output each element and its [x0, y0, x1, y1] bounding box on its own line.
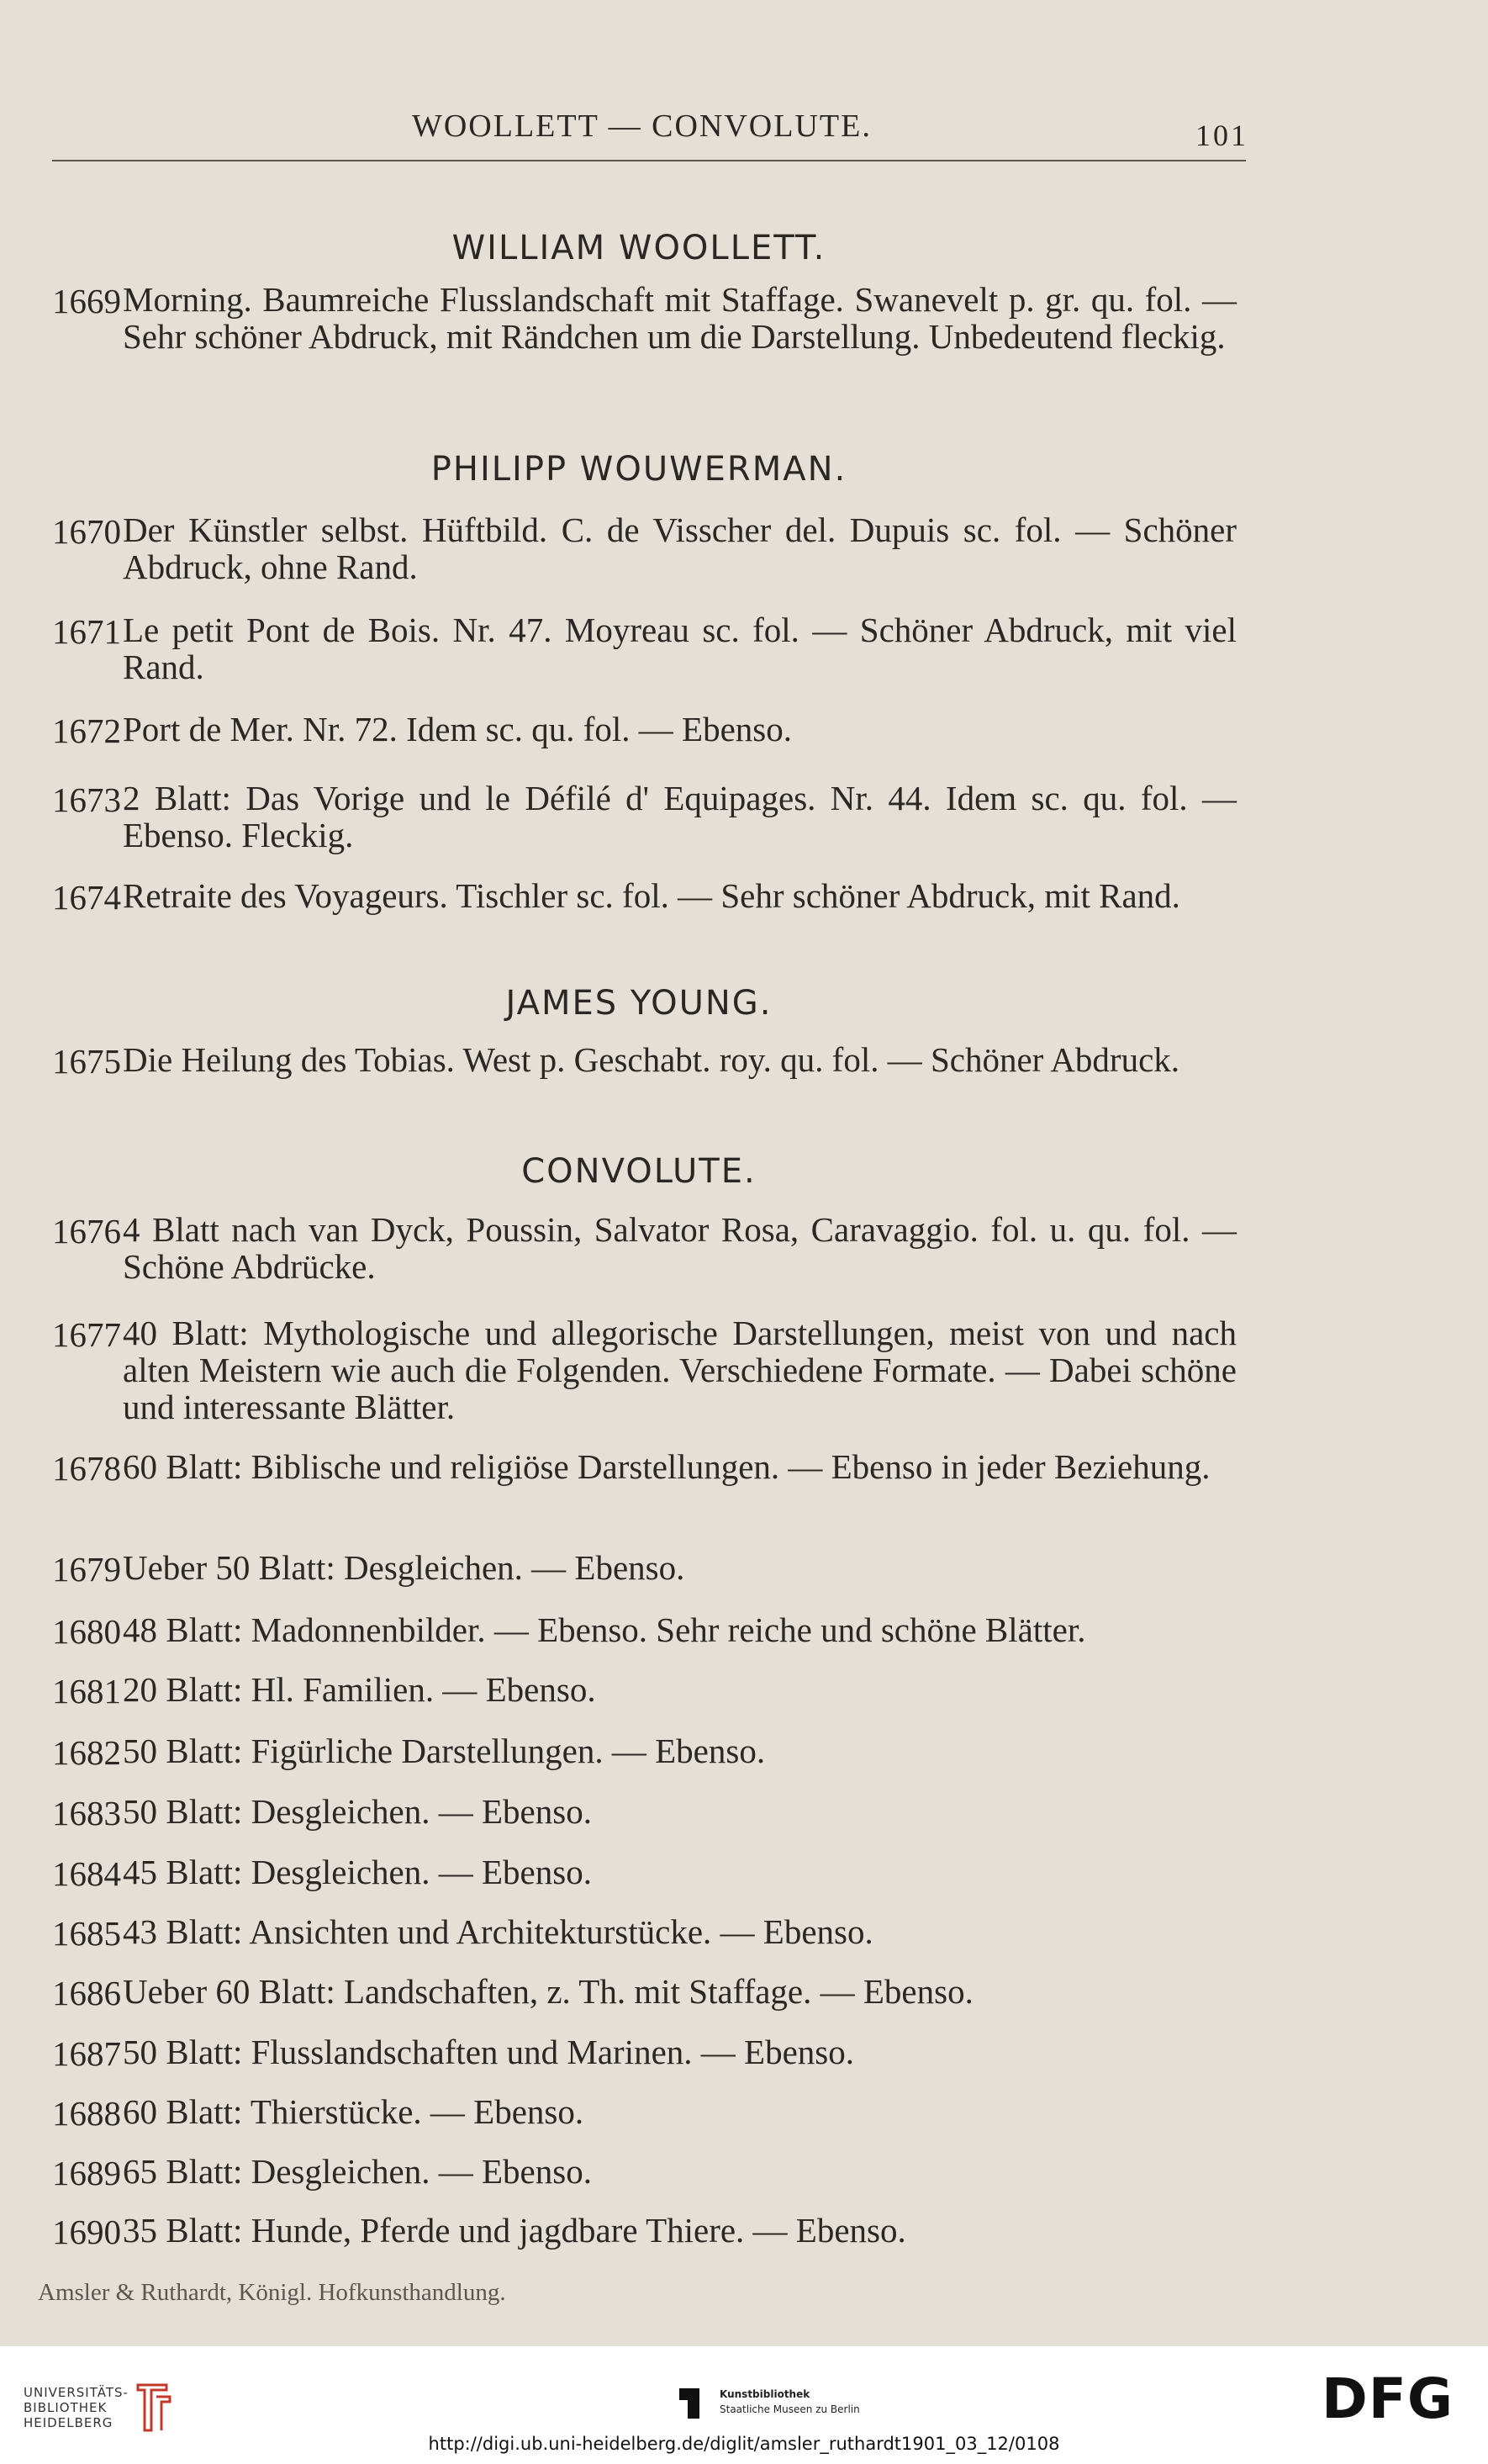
- entry-text: Morning. Baumreiche Flusslandschaft mit Staffage. Swanevelt p. gr. qu. fol. — Sehr schöner Abdruck, mit Rändchen um die Darstellung. Unbedeutend fleckig.: [123, 280, 1237, 356]
- entry-number: 1682: [52, 1733, 121, 1772]
- entry-number: 1689: [52, 2154, 121, 2192]
- entry-text: 60 Blatt: Thierstücke. — Ebenso.: [123, 2092, 584, 2131]
- entry-number: 1674: [52, 878, 121, 917]
- entry-number: 1669: [52, 282, 121, 320]
- entry-text: 20 Blatt: Hl. Familien. — Ebenso.: [123, 1670, 596, 1709]
- entry-number: 1673: [52, 780, 121, 819]
- running-title: WOOLLETT — CONVOLUTE.: [412, 108, 872, 144]
- entry-number: 1680: [52, 1612, 121, 1651]
- section-title-wouwerman: PHILIPP WOUWERMAN.: [430, 450, 847, 489]
- kunstbibliothek-logo[interactable]: [679, 2388, 860, 2419]
- entry-number: 1687: [52, 2034, 121, 2073]
- entry-text: 35 Blatt: Hunde, Pferde und jagdbare Thiere. — Ebenso.: [123, 2211, 906, 2250]
- entry-number: 1683: [52, 1794, 121, 1832]
- dfg-logo[interactable]: DFG: [1322, 2366, 1454, 2431]
- header-rule: [52, 160, 1246, 161]
- entry-number: 1685: [52, 1914, 121, 1953]
- entry-text: 2 Blatt: Das Vorige und le Défilé d' Equipages. Nr. 44. Idem sc. qu. fol. — Ebenso. Fleckig.: [123, 779, 1237, 854]
- university-library-name: UNIVERSITÄTS- BIBLIOTHEK HEIDELBERG: [24, 2385, 129, 2430]
- museum-subtitle: Staatliche Museen zu Berlin: [720, 2403, 860, 2415]
- entry-text: 50 Blatt: Desgleichen. — Ebenso.: [123, 1792, 592, 1831]
- museum-title: Kunstbibliothek: [720, 2388, 810, 2400]
- section-title-young: JAMES YOUNG.: [505, 984, 773, 1023]
- page-number: 101: [1195, 119, 1248, 152]
- entry-number: 1688: [52, 2094, 121, 2133]
- entry-number: 1690: [52, 2213, 121, 2251]
- entry-text: 50 Blatt: Figürliche Darstellungen. — Ebenso.: [123, 1732, 766, 1770]
- entry-text: 65 Blatt: Desgleichen. — Ebenso.: [123, 2152, 592, 2191]
- entry-number: 1672: [52, 711, 121, 750]
- entry-number: 1671: [52, 612, 121, 651]
- entry-text: Ueber 50 Blatt: Desgleichen. — Ebenso.: [123, 1548, 685, 1587]
- entry-text: 48 Blatt: Madonnenbilder. — Ebenso. Sehr reiche und schöne Blätter.: [123, 1610, 1086, 1649]
- entry-text: Der Künstler selbst. Hüftbild. C. de Visscher del. Dupuis sc. fol. — Schöner Abdruck, ohne Rand.: [123, 510, 1237, 586]
- entry-text: 4 Blatt nach van Dyck, Poussin, Salvator Rosa, Caravaggio. fol. u. qu. fol. — Schöne Abdrücke.: [123, 1210, 1237, 1286]
- entry-text: 60 Blatt: Biblische und religiöse Darstellungen. — Ebenso in jeder Beziehung.: [123, 1447, 1211, 1486]
- entry-number: 1686: [52, 1974, 121, 2012]
- entry-text: 45 Blatt: Desgleichen. — Ebenso.: [123, 1853, 592, 1891]
- entry-number: 1684: [52, 1854, 121, 1893]
- entry-number: 1681: [52, 1672, 121, 1711]
- entry-text: 43 Blatt: Ansichten und Architekturstücke. — Ebenso.: [123, 1912, 873, 1951]
- publisher-credit: Amsler & Ruthardt, Königl. Hofkunsthandlung.: [38, 2279, 506, 2306]
- entry-number: 1670: [52, 512, 121, 551]
- entry-text: Port de Mer. Nr. 72. Idem sc. qu. fol. — Ebenso.: [123, 710, 792, 748]
- entry-number: 1676: [52, 1212, 121, 1251]
- entry-number: 1679: [52, 1550, 121, 1589]
- entry-text: Le petit Pont de Bois. Nr. 47. Moyreau sc. fol. — Schöner Abdruck, mit viel Rand.: [123, 611, 1237, 686]
- section-title-woollett: WILLIAM WOOLLETT.: [451, 229, 826, 267]
- entry-number: 1677: [52, 1315, 121, 1354]
- entry-number: 1678: [52, 1449, 121, 1488]
- entry-text: Retraite des Voyageurs. Tischler sc. fol. — Sehr schöner Abdruck, mit Rand.: [123, 876, 1180, 915]
- university-crest-icon: [133, 2382, 173, 2434]
- entry-text: Die Heilung des Tobias. West p. Geschabt. roy. qu. fol. — Schöner Abdruck.: [123, 1040, 1180, 1079]
- museum-mark-icon: [679, 2388, 710, 2419]
- university-library-logo[interactable]: [24, 2382, 173, 2434]
- permalink-url[interactable]: http://digi.ub.uni-heidelberg.de/diglit/amsler_ruthardt1901_03_12/0108: [428, 2434, 1060, 2454]
- entry-text: Ueber 60 Blatt: Landschaften, z. Th. mit Staffage. — Ebenso.: [123, 1972, 974, 2011]
- section-title-convolute: CONVOLUTE.: [521, 1152, 757, 1191]
- entry-number: 1675: [52, 1042, 121, 1081]
- viewer-footer-bar: [0, 2346, 1488, 2464]
- entry-text: 50 Blatt: Flusslandschaften und Marinen. — Ebenso.: [123, 2033, 854, 2071]
- entry-text: 40 Blatt: Mythologische und allegorische Darstellungen, meist von und nach alten Meistern wie auch die Folgenden. Verschiedene Formate. — Dabei schöne und interessante Blätter.: [123, 1314, 1237, 1426]
